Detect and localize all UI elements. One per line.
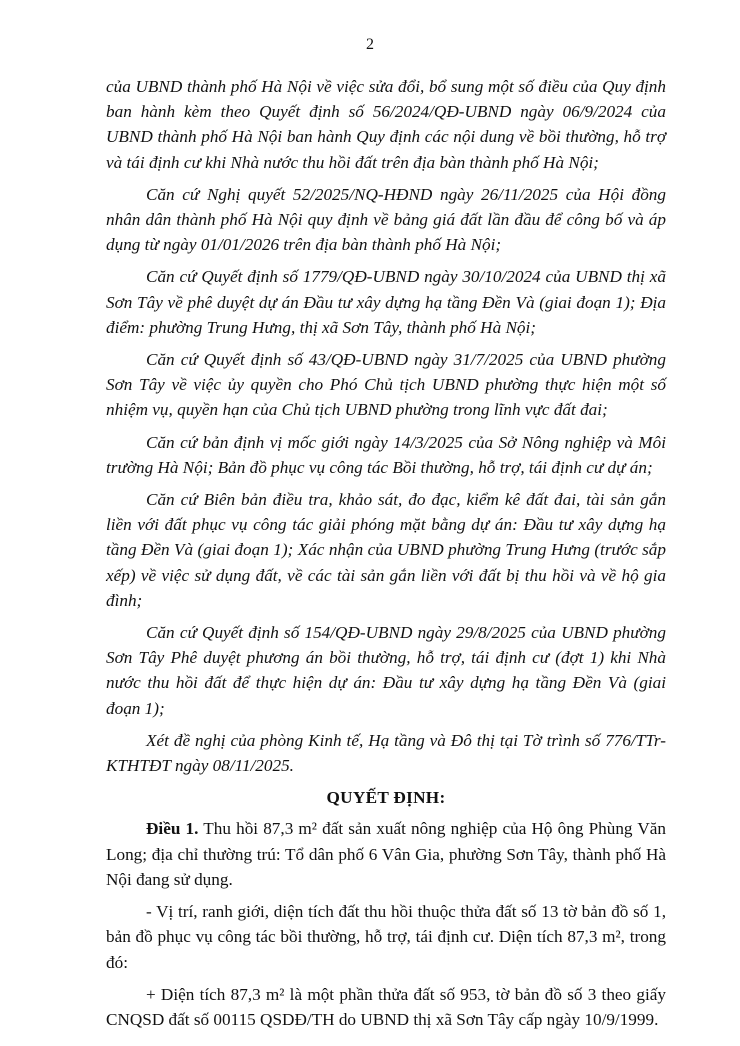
legal-basis-paragraph: của UBND thành phố Hà Nội về việc sửa đổi, bổ sung một số điều của Quy định ban hành kèm theo Quyết định số 56/2024/QĐ-UBND ngày 06/9/2024 của UBND thành phố Hà Nội ban hành Quy định các nội dung về bồi thường, hỗ trợ và tái định cư khi Nhà nước thu hồi đất trên địa bàn thành phố Hà Nội;: [106, 77, 666, 172]
article-1: [106, 816, 666, 892]
article-1-subdetail: + Diện tích 87,3 m² là một phần thửa đất số 953, tờ bản đồ số 3 theo giấy CNQSD đất số 00115 QSDĐ/TH do UBND thị xã Sơn Tây cấp ngày 10/9/1999.: [106, 984, 666, 1029]
legal-basis-paragraph: Căn cứ bản định vị mốc giới ngày 14/3/2025 của Sở Nông nghiệp và Môi trường Hà Nội; Bản đồ phục vụ công tác Bồi thường, hỗ trợ, tái định cư dự án;: [106, 432, 666, 477]
article-1-text: Thu hồi 87,3 m² đất sản xuất nông nghiệp của Hộ ông Phùng Văn Long; địa chỉ thường trú: Tổ dân phố 6 Vân Gia, phường Sơn Tây, thành phố Hà Nội đang sử dụng.: [106, 819, 666, 889]
proposal-paragraph: Xét đề nghị của phòng Kinh tế, Hạ tầng và Đô thị tại Tờ trình số 776/TTr-KTHTĐT ngày 08/11/2025.: [106, 730, 666, 776]
legal-basis-paragraph: Căn cứ Quyết định số 43/QĐ-UBND ngày 31/7/2025 của UBND phường Sơn Tây về việc ủy quyền cho Phó Chủ tịch UBND phường thực hiện một số nhiệm vụ, quyền hạn của Chủ tịch UBND phường trong lĩnh vực đất đai;: [106, 350, 666, 420]
legal-basis-paragraph: Căn cứ Nghị quyết 52/2025/NQ-HĐND ngày 26/11/2025 của Hội đồng nhân dân thành phố Hà Nội quy định về bảng giá đất lần đầu để công bố và áp dụng từ ngày 01/01/2026 trên địa bàn thành phố Hà Nội;: [106, 184, 666, 255]
document-body: [106, 74, 666, 1039]
page-number: 2: [366, 36, 374, 53]
legal-basis-paragraph: Căn cứ Quyết định số 154/QĐ-UBND ngày 29/8/2025 của UBND phường Sơn Tây Phê duyệt phương án bồi thường, hỗ trợ, tái định cư (đợt 1) khi Nhà nước thu hồi đất để thực hiện dự án: Đầu tư xây dựng hạ tầng Đền Và (giai đoạn 1);: [106, 623, 666, 718]
article-1-detail: - Vị trí, ranh giới, diện tích đất thu hồi thuộc thửa đất số 13 tờ bản đồ số 1, bản đồ phục vụ công tác bồi thường, hỗ trợ, tái định cư. Diện tích 87,3 m², trong đó:: [106, 902, 666, 972]
decision-heading: QUYẾT ĐỊNH:: [326, 788, 446, 808]
article-1-label: Điều 1.: [146, 819, 199, 839]
legal-basis-paragraph: Căn cứ Biên bản điều tra, khảo sát, đo đạc, kiểm kê đất đai, tài sản gắn liền với đất phục vụ công tác giải phóng mặt bằng dự án: Đầu tư xây dựng hạ tầng Đền Và (giai đoạn 1); Xác nhận của UBND phường Trung Hưng (trước sắp xếp) về việc sử dụng đất, về các tài sản gắn liền với đất bị thu hồi và về hộ gia đình;: [106, 490, 666, 610]
legal-basis-paragraph: Căn cứ Quyết định số 1779/QĐ-UBND ngày 30/10/2024 của UBND thị xã Sơn Tây về phê duyệt dự án Đầu tư xây dựng hạ tầng Đền Và (giai đoạn 1); Địa điểm: phường Trung Hưng, thị xã Sơn Tây, thành phố Hà Nội;: [106, 267, 666, 337]
